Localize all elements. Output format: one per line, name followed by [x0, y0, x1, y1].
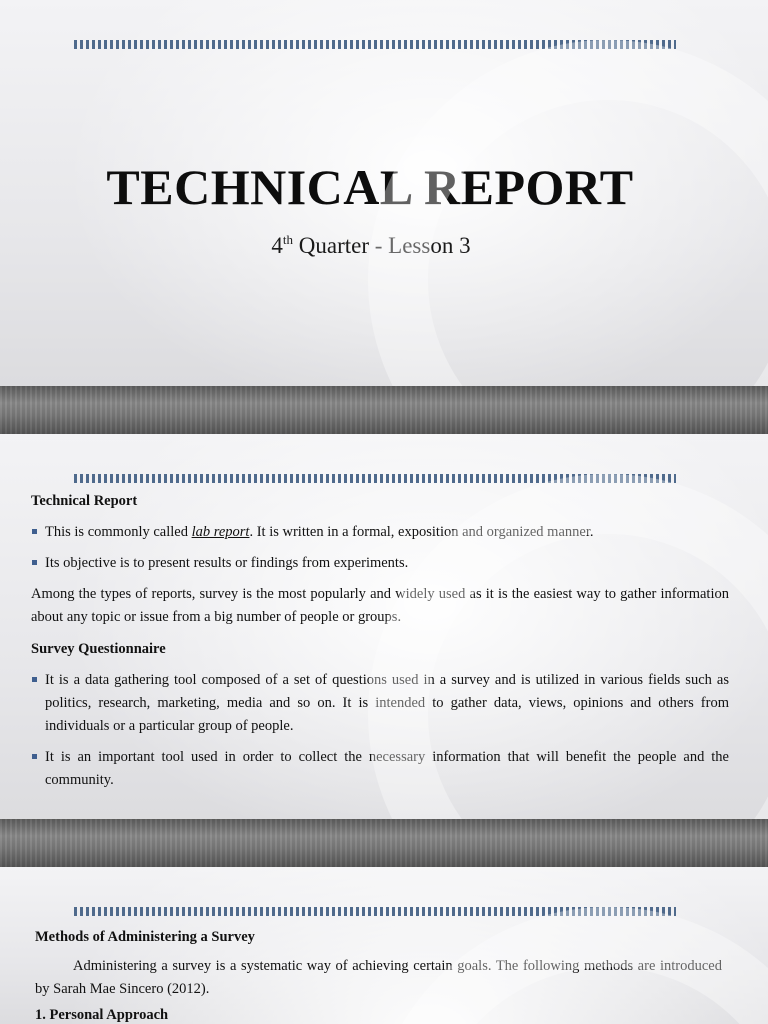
subtitle-suffix: th: [282, 232, 294, 247]
bullet-item: It is a data gathering tool composed of a set of questions used in a survey and is utilized in various fields such as politics, research, marketing, media and so on. It is intended to gather data, views, opinions and others from individuals or a particular group of people.: [31, 669, 729, 738]
bullet-item: [31, 521, 729, 544]
content-slide-methods: [0, 867, 768, 1024]
slide-divider: [0, 819, 768, 867]
section-heading: Technical Report: [31, 493, 138, 509]
slide-body: [35, 926, 722, 1024]
decorative-dash-bar: [74, 474, 676, 483]
slide-subtitle: [0, 232, 742, 259]
section-heading: Methods of Administering a Survey: [35, 929, 255, 945]
content-slide-technical-report: [0, 434, 768, 819]
slide-body: [31, 490, 729, 800]
decorative-dash-bar: [74, 40, 676, 49]
subtitle-rest: Quarter - Lesson 3: [293, 233, 471, 258]
method-item: 1. Personal Approach: [35, 1007, 169, 1023]
bullet-text: This is commonly called: [45, 524, 192, 540]
subtitle-number: 4: [271, 233, 283, 258]
bullet-item: It is an important tool used in order to collect the necessary information that will benefit the people and the community.: [31, 746, 729, 792]
title-slide: [0, 0, 768, 386]
body-paragraph: Among the types of reports, survey is the most popularly and widely used as it is the easiest way to gather information about any topic or issue from a big number of people or groups.: [31, 586, 729, 625]
bullet-item: Its objective is to present results or findings from experiments.: [31, 552, 729, 575]
body-paragraph: Administering a survey is a systematic way of achieving certain goals. The following methods are introduced by Sarah Mae Sincero (2012).: [35, 958, 722, 997]
slide-title: TECHNICAL REPORT: [106, 159, 634, 215]
bullet-text: . It is written in a formal, exposition and organized manner.: [249, 524, 594, 540]
lab-report-term: lab report: [191, 524, 250, 540]
decorative-dash-bar: [74, 907, 676, 916]
section-heading: Survey Questionnaire: [31, 641, 166, 657]
slide-divider: [0, 386, 768, 434]
